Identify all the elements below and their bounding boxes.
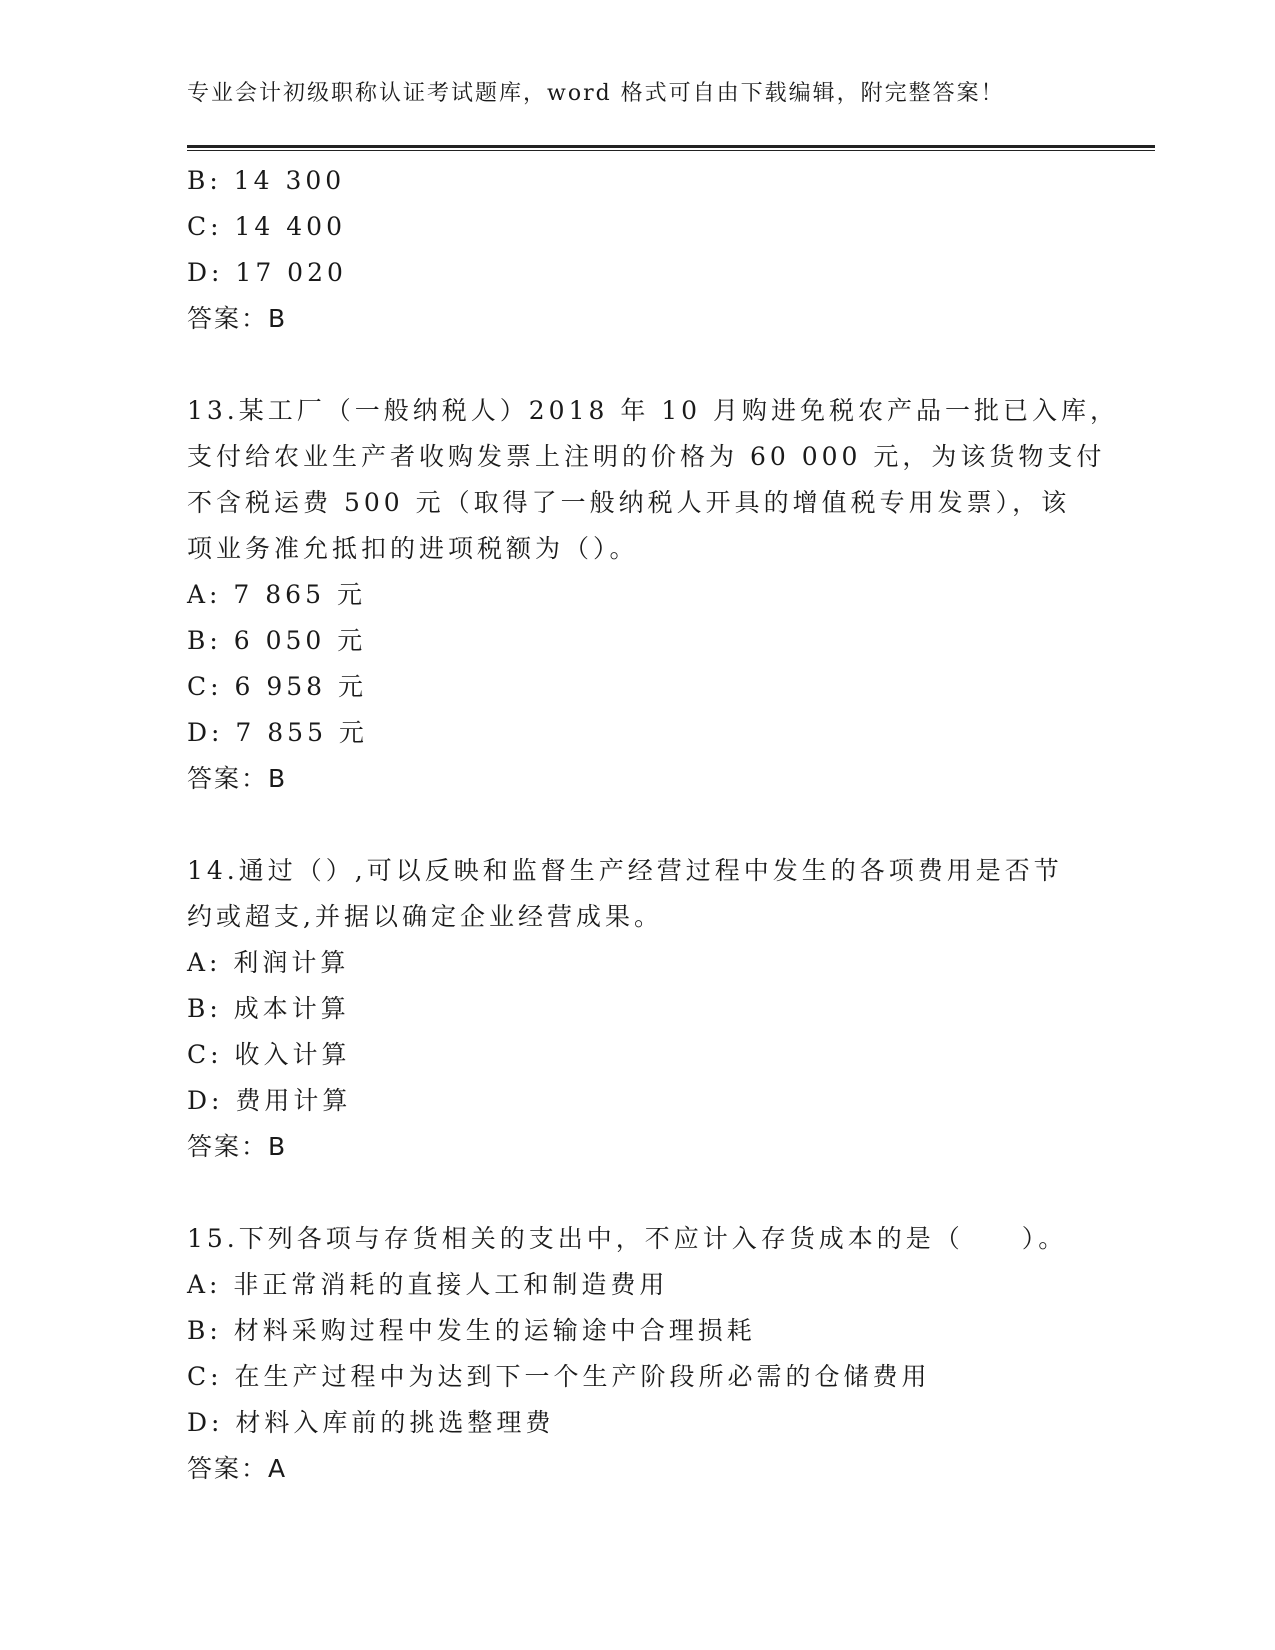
option-a: A: 非正常消耗的直接人工和制造费用 <box>187 1270 669 1299</box>
option-b: B: 14 300 <box>187 166 346 195</box>
question-list <box>187 158 1120 1492</box>
option-b: B: 6 050 元 <box>187 626 367 655</box>
question-text-line: 项业务准允抵扣的进项税额为（）。 <box>187 534 639 563</box>
page-header: 专业会计初级职称认证考试题库，word 格式可自由下载编辑，附完整答案！ <box>187 81 1005 106</box>
option-c: C: 14 400 <box>187 212 346 241</box>
answer: 答案：B <box>187 764 288 793</box>
answer: 答案：B <box>187 304 288 333</box>
question-13 <box>187 388 1120 802</box>
option-c: C: 收入计算 <box>187 1040 351 1069</box>
question-14 <box>187 848 1087 1170</box>
option-c: C: 在生产过程中为达到下一个生产阶段所必需的仓储费用 <box>187 1362 931 1391</box>
option-d: D: 7 855 元 <box>187 718 368 747</box>
question-text-line: 约或超支,并据以确定企业经营成果。 <box>187 902 663 931</box>
header-divider <box>187 145 1155 151</box>
question-text-line: 15.下列各项与存货相关的支出中，不应计入存货成本的是（ ）。 <box>187 1224 1068 1253</box>
option-c: C: 6 958 元 <box>187 672 368 701</box>
option-d: D: 17 020 <box>187 258 347 287</box>
option-d: D: 费用计算 <box>187 1086 352 1115</box>
question-text-line: 13.某工厂（一般纳税人）2018 年 10 月购进免税农产品一批已入库， <box>187 396 1120 425</box>
question-12-continued <box>187 158 1087 342</box>
option-d: D: 材料入库前的挑选整理费 <box>187 1408 555 1437</box>
option-b: B: 成本计算 <box>187 994 350 1023</box>
option-a: A: 7 865 元 <box>187 580 366 609</box>
question-15 <box>187 1216 1087 1492</box>
question-text-line: 支付给农业生产者收购发票上注明的价格为 60 000 元，为该货物支付 <box>187 442 1106 471</box>
question-text-line: 不含税运费 500 元（取得了一般纳税人开具的增值税专用发票），该 <box>187 488 1071 517</box>
option-a: A: 利润计算 <box>187 948 350 977</box>
answer: 答案：B <box>187 1132 288 1161</box>
answer: 答案：A <box>187 1454 288 1483</box>
option-b: B: 材料采购过程中发生的运输途中合理损耗 <box>187 1316 756 1345</box>
question-text-line: 14.通过（）,可以反映和监督生产经营过程中发生的各项费用是否节 <box>187 856 1063 885</box>
